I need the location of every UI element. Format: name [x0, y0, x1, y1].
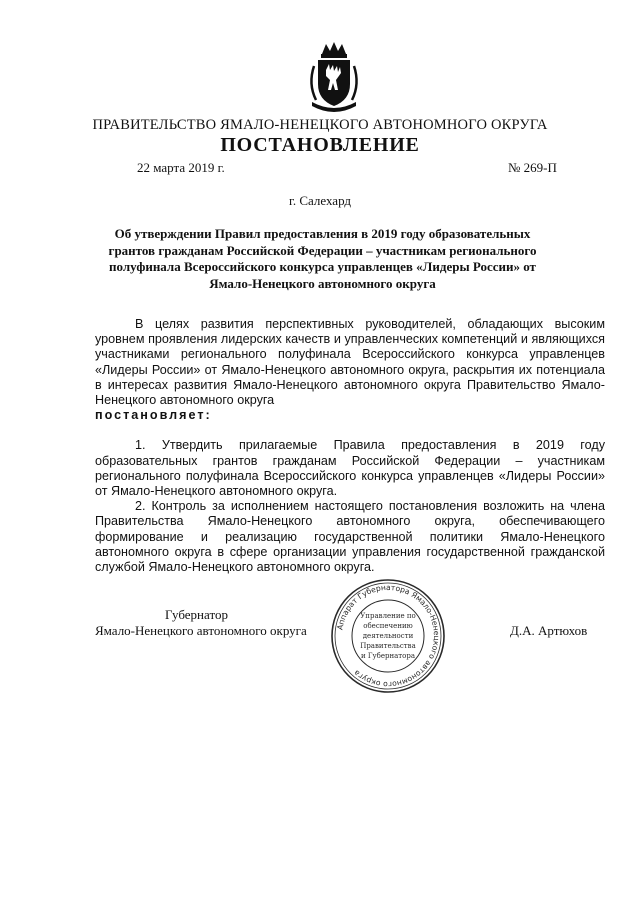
document-date: 22 марта 2019 г. [137, 160, 225, 175]
signature-block [95, 607, 307, 639]
seal-line-1: Управление по [360, 612, 416, 620]
government-title: ПРАВИТЕЛЬСТВО ЯМАЛО-НЕНЕЦКОГО АВТОНОМНОГО ОКРУГА [92, 117, 548, 133]
decree-word: постановляет: [95, 408, 212, 423]
yamal-coat-of-arms-icon [300, 40, 368, 112]
document-number: № 269-П [508, 160, 557, 175]
official-seal-icon [328, 576, 448, 696]
signatory-name: Д.А. Артюхов [510, 623, 588, 638]
official-seal [328, 576, 448, 696]
seal-line-2: обеспечению [363, 622, 413, 630]
document-heading: Об утверждении Правил предоставления в 2019 году образовательных грантов гражданам Российской Федерации – участникам регионального полуфинала Всероссийского конкурса управленцев «Лидеры России» от Ямало-Ненецкого автономного округа [108, 226, 537, 291]
document-body [95, 317, 605, 575]
seal-line-4: Правительства [360, 642, 416, 650]
seal-ring-text: Аппарат Губернатора Ямало-Ненецкого автономного округа [335, 582, 442, 690]
preamble-paragraph: В целях развития перспективных руководителей, обладающих высоким уровнем проявления лидерских качеств и управленческих компетенций и являющихся участниками регионального полуфинала Всероссийского конкурса управленцев «Лидеры России» от Ямало-Ненецкого автономного округа, раскрытия их потенциала в интересах развития Ямало-Ненецкого автономного округа Правительство Ямало-Ненецкого автономного округа [95, 317, 605, 408]
seal-line-3: деятельности [362, 632, 414, 640]
signature-organization: Ямало-Ненецкого автономного округа [95, 623, 307, 638]
seal-line-5: и Губернатора [360, 652, 416, 660]
coat-of-arms-emblem [300, 40, 368, 112]
document-city: г. Салехард [288, 193, 352, 208]
signature-title: Губернатор [165, 607, 228, 622]
clause-1: 1. Утвердить прилагаемые Правила предоставления в 2019 году образовательных грантов гражданам Российской Федерации – участникам регионального полуфинала Всероссийского конкурса управленцев «Лидеры России» от Ямало-Ненецкого автономного округа. [95, 438, 605, 499]
clause-2: 2. Контроль за исполнением настоящего постановления возложить на члена Правительства Ямало-Ненецкого автономного округа, обеспечивающего формирование и реализацию государственной политики Ямало-Ненецкого автономного округа в сфере организации управления государственной гражданской службой Ямало-Ненецкого автономного округа. [95, 499, 605, 575]
document-type: ПОСТАНОВЛЕНИЕ [220, 134, 420, 156]
